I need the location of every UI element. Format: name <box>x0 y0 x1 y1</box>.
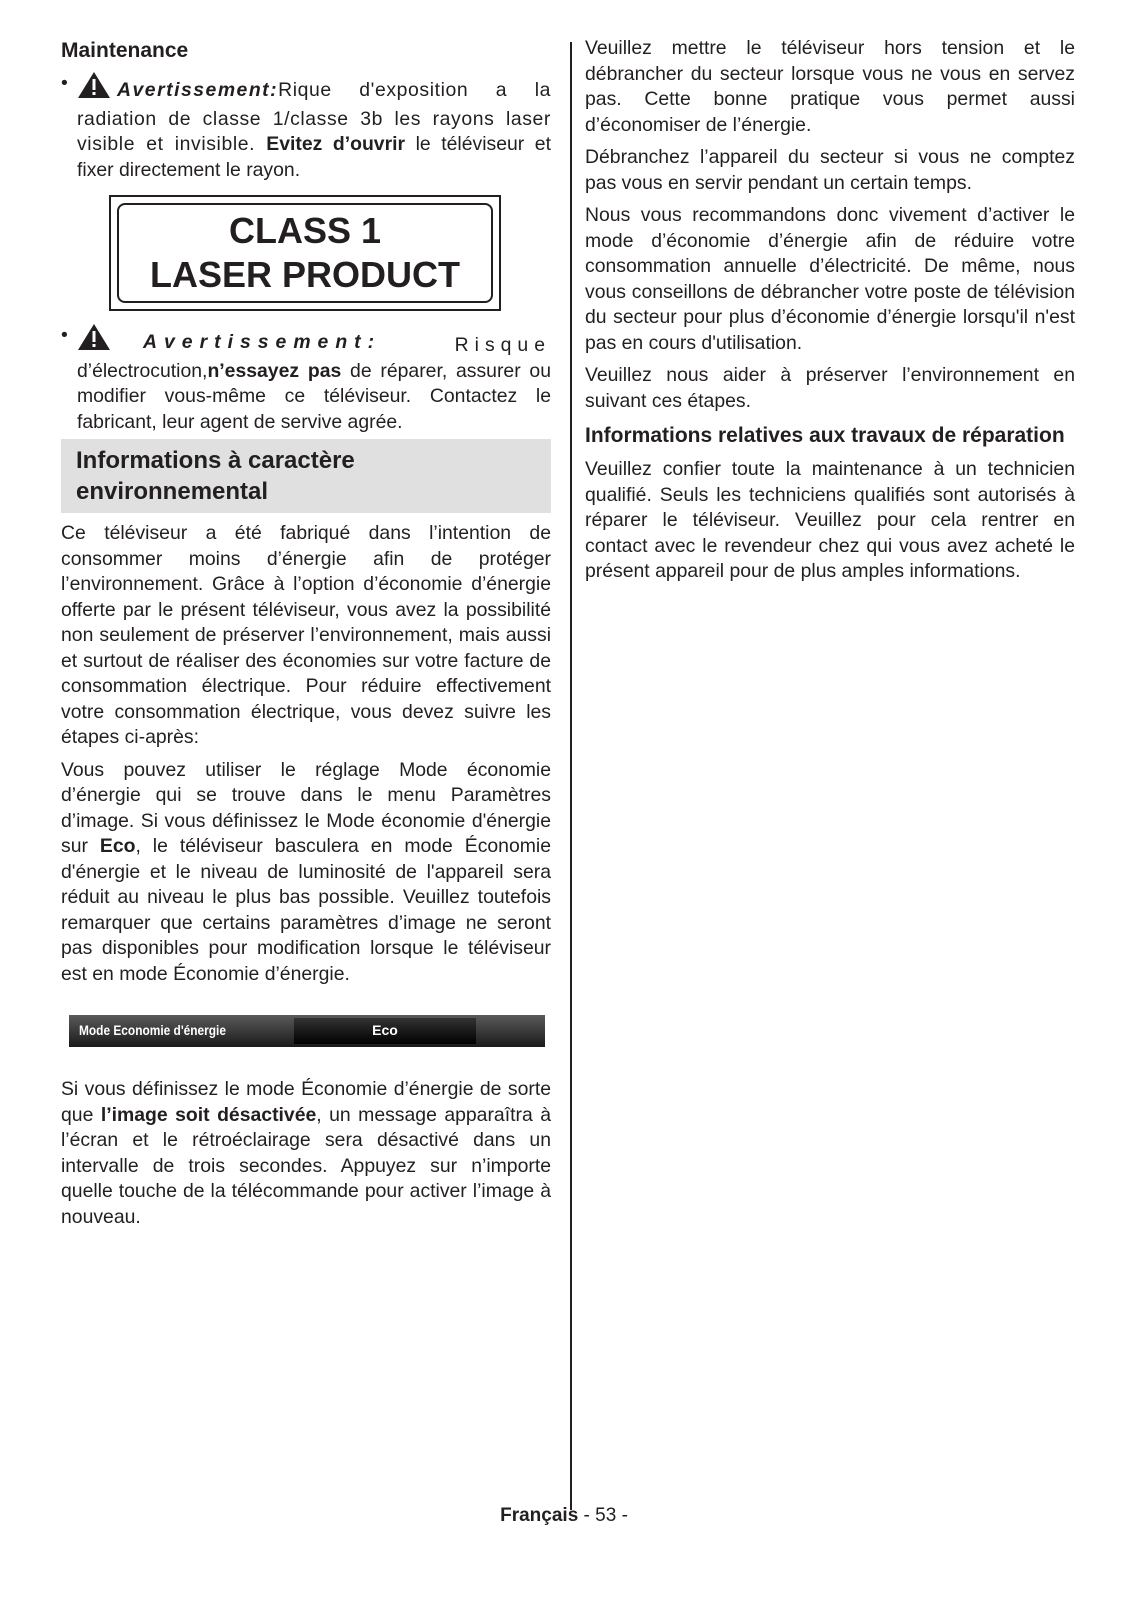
column-divider <box>570 42 572 1510</box>
right-column <box>585 36 1075 592</box>
environment-section-header <box>61 439 551 513</box>
repair-paragraph: Veuillez confier toute la maintenance à un technicien qualifié. Seuls les techniciens qualifiés sont autorisés à réparer le téléviseur. Veuillez pour cela rentrer en contact avec le revendeur chez qui vous avez acheté le présent appareil pour de plus amples informations. <box>585 458 1075 582</box>
bullet-dot: • <box>61 324 68 346</box>
environment-paragraph-2 <box>61 758 551 988</box>
right-paragraph-1: Veuillez mettre le téléviseur hors tension et le débrancher du secteur lorsque vous ne vous en servez pas. Cette bonne pratique vous permet aussi d’économiser de l’énergie. <box>585 37 1075 136</box>
laser-label-inner <box>117 203 493 303</box>
page-footer <box>0 1505 1128 1527</box>
eco-bold: Eco <box>99 835 136 857</box>
electrocution-text-end: de réparer, assurer ou modifier vous-même ce téléviseur. Contactez le fabricant, leur agent de servive agrée. <box>77 359 551 433</box>
electrocution-text: d’électrocution, <box>77 359 208 382</box>
electrocution-warning <box>61 323 551 435</box>
menu-value: Eco <box>294 1018 476 1044</box>
warning-label: Avertissement: <box>117 79 279 101</box>
footer-language: Français <box>500 1505 579 1526</box>
para2-text: Vous pouvez utiliser le réglage Mode économie d’énergie qui se trouve dans le menu Paramètres d’image. Si vous définissez le Mode économie d'énergie sur <box>61 758 551 857</box>
laser-label-line1: CLASS 1 <box>228 210 382 251</box>
right-paragraph-3: Nous vous recommandons donc vivement d’activer le mode d’économie d’énergie afin de réduire votre consommation annuelle d’électricité. De même, nous vous conseillons de débrancher votre poste de télévision du secteur pour plus d’économie d’énergie lorsqu'il n'est pas en cours d'utilisation. <box>585 204 1075 354</box>
electrocution-warning-first-line <box>77 323 551 359</box>
electrocution-warning-body <box>77 359 551 436</box>
risk-word: Risque <box>454 334 551 356</box>
repair-heading: Informations relatives aux travaux de réparation <box>585 424 1065 447</box>
image-off-bold: l’image soit désactivée <box>100 1103 317 1126</box>
right-paragraph-4: Veuillez nous aider à préserver l’environnement en suivant ces étapes. <box>585 364 1075 412</box>
para2-text-end: , le téléviseur basculera en mode Économie d'énergie et le niveau de luminosité de l'appareil sera réduit au niveau le plus bas possible. Veuillez toutefois remarquer que certains paramètres d’image ne seront pas disponibles pour modification lorsque le téléviseur est en mode Économie d’énergie. <box>61 835 551 985</box>
maintenance-heading: Maintenance <box>61 39 189 62</box>
laser-warning-bold: Evitez d’ouvrir <box>266 133 406 155</box>
warning-label: Avertissement: <box>143 331 382 353</box>
para3-text: Si vous définissez le mode Économie d’énergie de sorte que <box>61 1078 551 1126</box>
warning-triangle-icon <box>77 71 111 107</box>
warning-triangle-icon <box>77 323 111 359</box>
laser-warning-text: Rique d'exposition a la radiation de classe 1/classe 3b les rayons laser visible et invisible. <box>77 79 551 155</box>
energy-mode-menu-screenshot <box>69 1015 545 1047</box>
laser-label-line2: LASER PRODUCT <box>149 254 460 295</box>
right-paragraph-2: Débranchez l’appareil du secteur si vous ne comptez pas vous en servir pendant un certain temps. <box>585 146 1075 194</box>
environment-paragraph-3 <box>61 1077 551 1230</box>
bullet-dot: • <box>61 72 68 94</box>
para3-text-end: , un message apparaîtra à l’écran et le rétroéclairage sera désactivé dans un intervalle de trois secondes. Appuyez sur n’importe quelle touche de la télécommande pour activer l’image à nouveau. <box>61 1103 551 1228</box>
menu-label: Mode Economie d'énergie <box>79 1022 226 1039</box>
electrocution-bold: n’essayez pas <box>207 359 342 382</box>
laser-warning-text-end: le téléviseur et fixer directement le rayon. <box>77 133 551 181</box>
footer-page-number: - 53 - <box>578 1505 628 1526</box>
laser-warning <box>61 71 551 183</box>
environment-heading: Informations à caractère environnemental <box>76 447 355 505</box>
environment-paragraph-1: Ce téléviseur a été fabriqué dans l’intention de consommer moins d’énergie afin de protéger l’environnement. Grâce à l’option d’économie d’énergie offerte par le présent téléviseur, vous avez la possibilité non seulement de préserver l’environnement, mais aussi et surtout de réaliser des économies sur votre facture de consommation électrique. Pour réduire effectivement votre consommation électrique, vous devez suivre les étapes ci-après: <box>61 522 551 748</box>
class1-laser-label <box>109 195 501 311</box>
left-column <box>61 36 551 1237</box>
